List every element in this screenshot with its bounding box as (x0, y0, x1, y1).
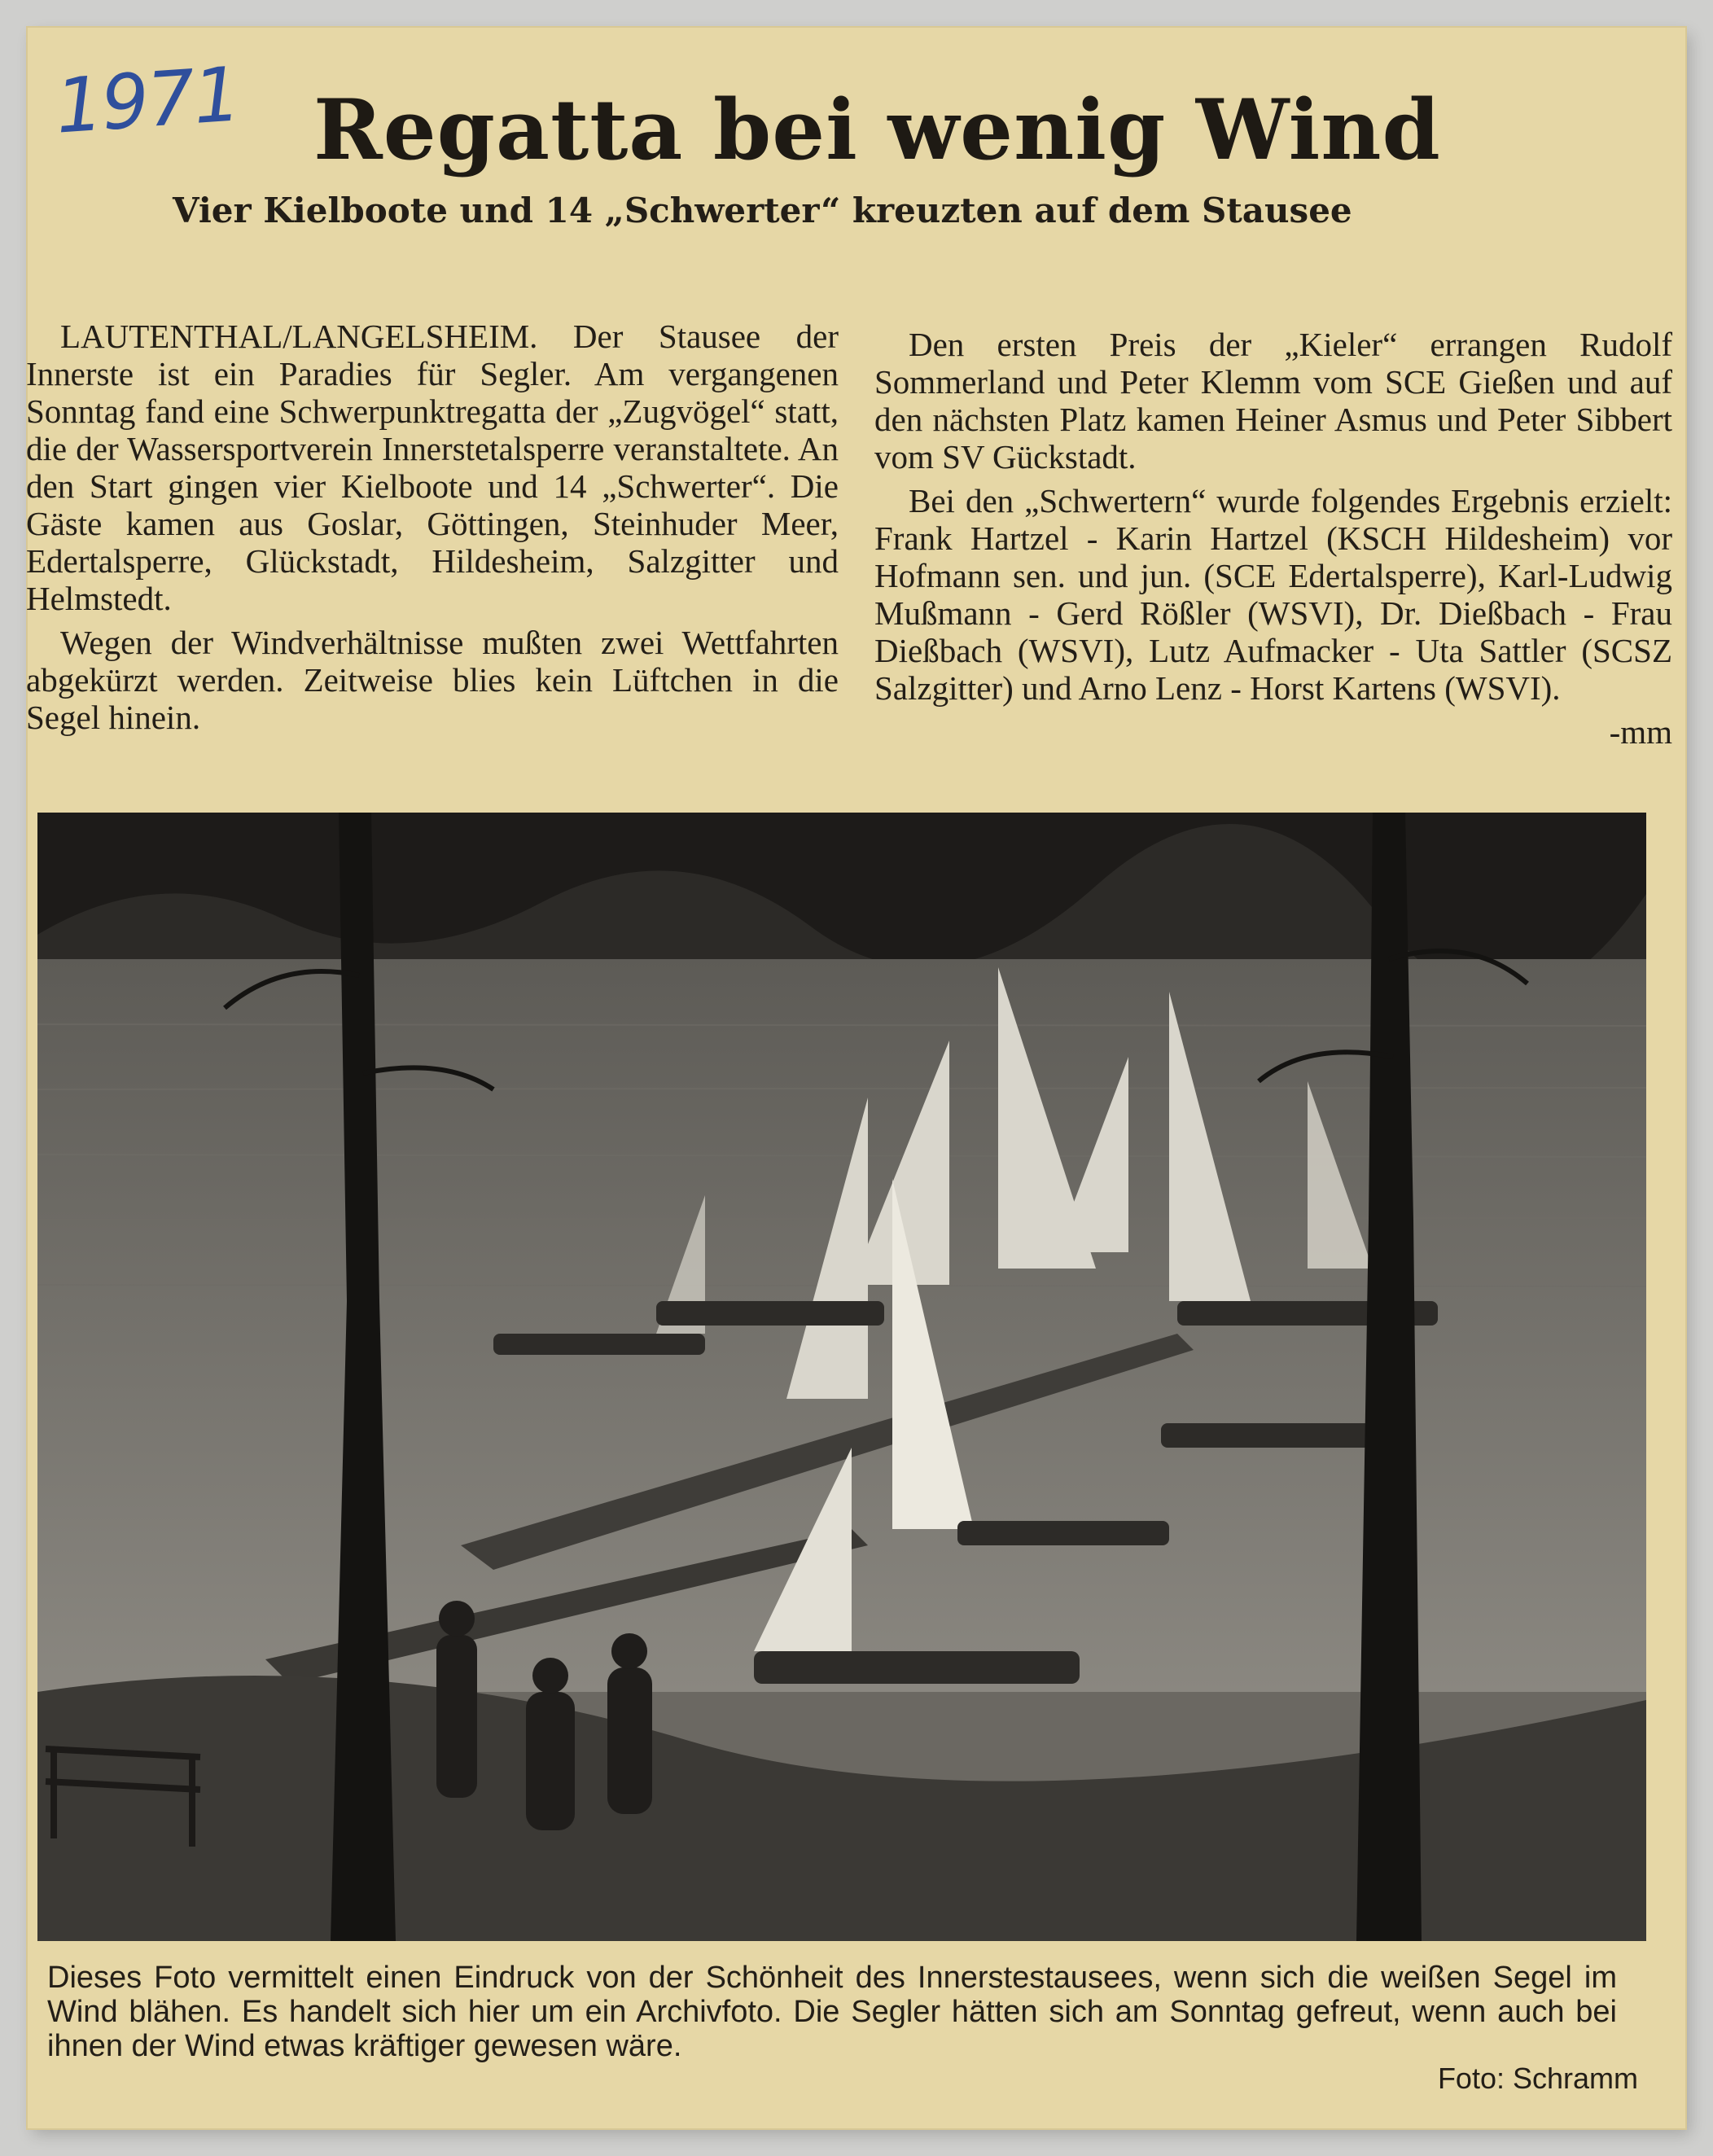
photo-credit: Foto: Schramm (1437, 2062, 1638, 2095)
headline: Regatta bei wenig Wind (313, 81, 1441, 179)
article-paragraph: Wegen der Windverhältnisse mußten zwei Wettfahrten abgekürzt werden. Zeitweise blies kein Lüftchen in die Segel hinein. (26, 624, 839, 736)
subheadline: Vier Kielboote und 14 „Schwerter“ kreuzten auf dem Stausee (173, 191, 1352, 230)
regatta-photo-illustration (37, 813, 1646, 1941)
handwritten-year: 1971 (52, 50, 243, 151)
article-right-column (874, 326, 1672, 757)
photo-caption: Dieses Foto vermittelt einen Eindruck von der Schönheit des Innerstestausees, wenn sich die weißen Segel im Wind blähen. Es handelt sich hier um ein Archivfoto. Die Segler hätten sich am Sonntag gefreut, wenn auch bei ihnen der Wind etwas kräftiger gewesen wäre. (47, 1961, 1617, 2063)
article-paragraph: LAUTENTHAL/LANGELSHEIM. Der Stausee der Innerste ist ein Paradies für Segler. Am vergangenen Sonntag fand eine Schwerpunktregatta der „Zugvögel“ statt, die der Wassersportverein Innerstetalsperre veranstaltete. An den Start gingen vier Kielboote und 14 „Schwerter“. Die Gäste kamen aus Goslar, Göttingen, Steinhuder Meer, Edertalsperre, Glückstadt, Hildesheim, Salzgitter und Helmstedt. (26, 318, 839, 617)
author-initials: -mm (1609, 713, 1672, 751)
regatta-photo (37, 813, 1646, 1941)
article-paragraph: Bei den „Schwertern“ wurde folgendes Ergebnis erzielt: Frank Hartzel - Karin Hartzel (KSCH Hildesheim) vor Hofmann sen. und jun. (SCE Edertalsperre), Karl-Ludwig Mußmann - Gerd Rößler (WSVI), Dr. Dießbach - Frau Dießbach (WSVI), Lutz Aufmacker - Uta Sattler (SCSZ Salzgitter) und Arno Lenz - Horst Kartens (WSVI). (874, 482, 1672, 707)
article-left-column (26, 318, 839, 743)
article-paragraph: Den ersten Preis der „Kieler“ errangen Rudolf Sommerland und Peter Klemm vom SCE Gießen und auf den nächsten Platz kamen Heiner Asmus und Peter Sibbert vom SV Gückstadt. (874, 326, 1672, 475)
